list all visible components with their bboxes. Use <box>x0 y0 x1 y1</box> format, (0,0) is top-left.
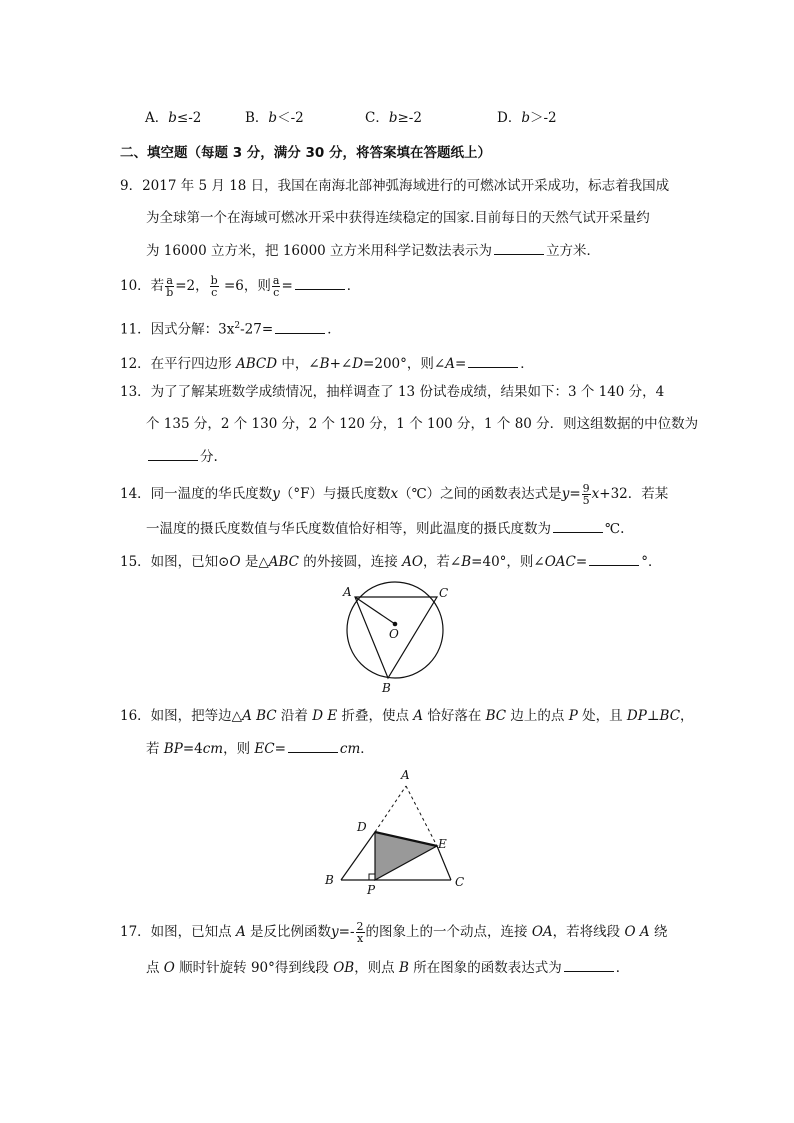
question-11: 11．因式分解：$3x^2-27=$ ． <box>120 316 341 340</box>
question-13-line2: 个 135 分，2 个 130 分，2 个 120 分，1 个 100 分，1 个 80 分．则这组数据的中位数为 <box>146 416 699 432</box>
label-p: P <box>367 883 376 897</box>
figure-circumcircle <box>330 580 460 700</box>
label-b: B <box>325 873 334 887</box>
side-ec <box>437 846 451 880</box>
answer-blank-14[interactable] <box>553 518 603 533</box>
question-14-line1: 14．同一温度的华氏度数y（°F）与摄氏度数x（℃）之间的函数表达式是y= $\frac{9}{5}$ x+32．若某 <box>120 482 669 507</box>
fraction-a-over-b: $\frac{a}{b}$ <box>166 274 174 299</box>
question-10: 10．若 $\frac{a}{b}$ =2， $\frac{b}{c}$ =6，则 $\frac{a}{c}$ = ． <box>120 274 361 299</box>
label-d: D <box>357 820 367 834</box>
fold-ae <box>406 786 437 846</box>
question-9-line1: 9．2017 年 5 月 18 日，我国在南海北部神弧海域进行的可燃冰试开采成功，标志着我国成 <box>120 178 670 194</box>
answer-blank-15[interactable] <box>589 551 639 566</box>
label-b: B <box>382 681 391 695</box>
label-o: O <box>389 627 399 641</box>
answer-blank-9[interactable] <box>494 240 544 255</box>
fraction-b-over-c: $\frac{b}{c}$ <box>210 274 218 299</box>
question-17-line2: 点 O 顺时针旋转 90°得到线段 OB，则点 B 所在图象的函数表达式为 ． <box>146 957 629 978</box>
answer-blank-12[interactable] <box>468 353 518 368</box>
label-e: E <box>438 837 447 851</box>
label-a: A <box>401 768 410 782</box>
question-14-line2: 一温度的摄氏度数值与华氏度数值恰好相等，则此温度的摄氏度数为 ℃. <box>146 518 624 539</box>
label-a: A <box>343 585 352 599</box>
section-title: 二、填空题（每题 3 分，满分 30 分，将答案填在答题纸上） <box>120 145 491 161</box>
question-12: 12．在平行四边形 ABCD 中，∠B+∠D=200°，则∠A= ． <box>120 353 534 374</box>
fold-ad <box>375 786 406 832</box>
label-c: C <box>455 875 465 889</box>
question-15: 15．如图，已知⊙O 是△ABC 的外接圆，连接 AO，若∠B=40°，则∠OAC= °． <box>120 551 661 572</box>
fraction-nine-fifths: $\frac{9}{5}$ <box>582 482 590 507</box>
center-dot <box>393 622 398 627</box>
option-a: A．b≤-2 <box>145 110 202 126</box>
answer-blank-16[interactable] <box>288 738 338 753</box>
answer-blank-11[interactable] <box>275 319 325 334</box>
question-16-line2: 若 BP=4cm，则 EC= cm． <box>146 738 374 759</box>
question-9-line2: 为全球第一个在海域可燃冰开采中获得连续稳定的国家.目前每日的天然气试开采量约 <box>146 210 650 226</box>
answer-blank-13[interactable] <box>148 446 198 461</box>
figure-folded-triangle <box>315 762 475 897</box>
question-16-line1: 16．如图，把等边△A BC 沿着 D E 折叠，使点 A 恰好落在 BC 边上的点 P 处，且 DP⊥BC， <box>120 708 694 724</box>
right-angle-mark <box>369 874 375 880</box>
fraction-two-over-x: $\frac{2}{x}$ <box>356 920 364 945</box>
question-9-line3: 为 16000 立方米，把 16000 立方米用科学记数法表示为 立方米． <box>146 240 600 261</box>
side-ba <box>341 832 375 880</box>
answer-blank-17[interactable] <box>564 957 614 972</box>
option-b: B．b＜-2 <box>245 110 304 126</box>
question-13-line3: 分. <box>146 446 218 467</box>
question-13-line1: 13．为了了解某班数学成绩情况，抽样调查了 13 份试卷成绩，结果如下：3 个 140 分，4 <box>120 384 665 400</box>
answer-blank-10[interactable] <box>295 275 345 290</box>
option-c: C．b≥-2 <box>365 110 422 126</box>
label-c: C <box>439 586 449 600</box>
fraction-a-over-c: $\frac{a}{c}$ <box>272 274 280 299</box>
question-17-line1: 17．如图，已知点 A 是反比例函数y=- $\frac{2}{x}$ 的图象上的一个动点，连接 OA，若将线段 O A 绕 <box>120 920 668 945</box>
option-d: D．b＞-2 <box>497 110 557 126</box>
